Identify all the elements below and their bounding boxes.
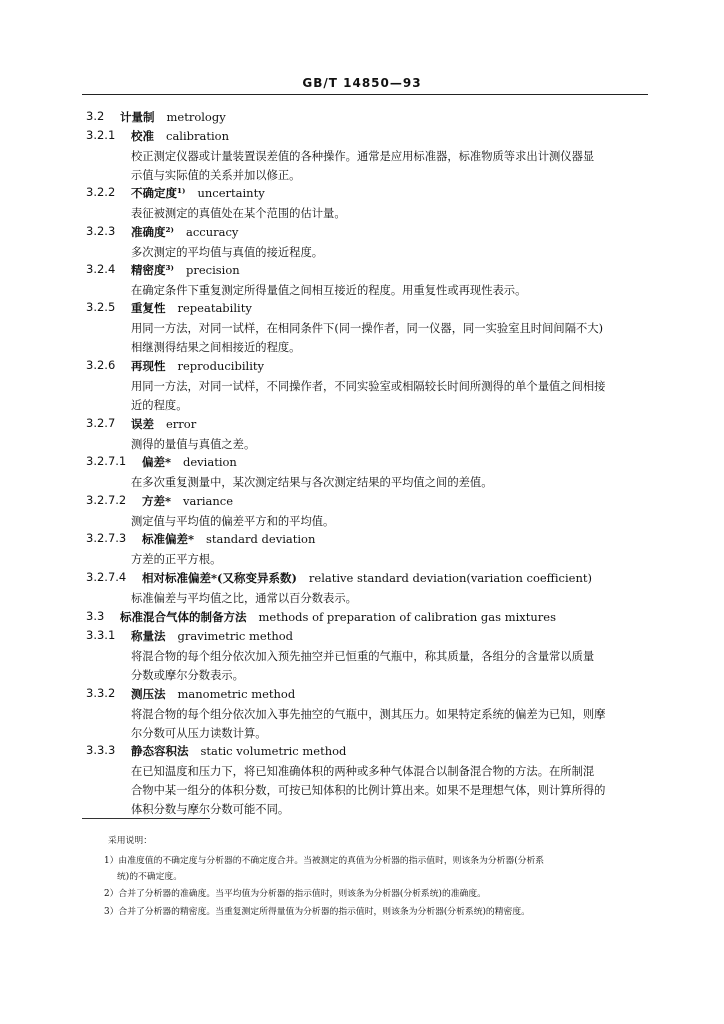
- section-number: 3.3: [86, 609, 105, 623]
- term-english: relative standard deviation(variation coefficient): [308, 571, 592, 585]
- term-chinese: 不确定度¹⁾: [131, 186, 186, 200]
- term-heading: [142, 493, 233, 509]
- footnote-line: 采用说明：: [108, 836, 152, 846]
- definition-line: 将混合物的每个组分依次加入事先抽空的气瓶中，测其压力。如果特定系统的偏差为已知，则摩: [131, 708, 606, 721]
- term-chinese: 测压法: [131, 687, 166, 701]
- term-chinese: 相对标准偏差*(又称变异系数): [142, 571, 297, 585]
- definition-line: 在确定条件下重复测定所得量值之间相互接近的程度。用重复性或再现性表示。: [131, 284, 527, 297]
- definition-line: 表征被测定的真值处在某个范围的估计量。: [131, 207, 346, 220]
- footnote-line: 3）合并了分析器的精密度。当重复测定所得量值为分析器的指示值时，则该条为分析器(分析系统)的精密度。: [104, 907, 530, 917]
- definition-line: 多次测定的平均值与真值的接近程度。: [131, 246, 324, 259]
- section-number: 3.2.6: [86, 358, 116, 372]
- section-number: 3.2.1: [86, 128, 116, 142]
- term-heading: [131, 358, 264, 374]
- section-number: 3.2.2: [86, 185, 116, 199]
- definition-line: 合物中某一组分的体积分数，可按已知体积的比例计算出来。如果不是理想气体，则计算所得的: [131, 784, 606, 797]
- section-number: 3.2.7.4: [86, 570, 127, 584]
- term-heading: [120, 609, 556, 625]
- header-rule: [82, 94, 648, 95]
- term-english: manometric method: [177, 687, 296, 701]
- section-number: 3.2.7.3: [86, 531, 127, 545]
- term-heading: [131, 686, 295, 702]
- section-number: 3.2: [86, 109, 105, 123]
- term-english: reproducibility: [177, 359, 264, 373]
- term-heading: [142, 454, 237, 470]
- section-number: 3.2.7.2: [86, 493, 127, 507]
- page-header: GB/T 14850—93: [302, 76, 422, 90]
- term-chinese: 标准偏差*: [142, 532, 195, 546]
- term-english: uncertainty: [197, 186, 265, 200]
- definition-line: 测得的量值与真值之差。: [131, 438, 256, 451]
- term-heading: [131, 224, 238, 240]
- term-heading: [142, 570, 592, 586]
- footnote-line: 1）由准度值的不确定度与分析器的不确定度合并。当被测定的真值为分析器的指示值时，则该条为分析器(分析系: [104, 856, 545, 866]
- term-english: repeatability: [177, 301, 252, 315]
- term-heading: [142, 531, 315, 547]
- term-chinese: 静态容积法: [131, 744, 189, 758]
- definition-line: 尔分数可从压力读数计算。: [131, 727, 267, 740]
- section-number: 3.3.3: [86, 743, 116, 757]
- term-chinese: 校准: [131, 129, 154, 143]
- definition-line: 校正测定仪器或计量装置误差值的各种操作。通常是应用标准器，标准物质等求出计测仪器显: [131, 150, 595, 163]
- definition-line: 方差的正平方根。: [131, 553, 222, 566]
- term-english: gravimetric method: [177, 629, 294, 643]
- term-english: variance: [183, 494, 234, 508]
- term-chinese: 计量制: [120, 110, 155, 124]
- term-heading: [131, 628, 293, 644]
- term-english: precision: [185, 263, 240, 277]
- term-chinese: 误差: [131, 417, 154, 431]
- term-heading: [131, 743, 346, 759]
- section-number: 3.2.3: [86, 224, 116, 238]
- definition-line: 标准偏差与平均值之比，通常以百分数表示。: [131, 592, 357, 605]
- term-chinese: 标准混合气体的制备方法: [120, 610, 247, 624]
- definition-line: 测定值与平均值的偏差平方和的平均值。: [131, 515, 335, 528]
- term-english: deviation: [183, 455, 237, 469]
- definition-line: 体积分数与摩尔分数可能不同。: [131, 803, 290, 816]
- section-number: 3.3.2: [86, 686, 116, 700]
- footnote-line: 2）合并了分析器的准确度。当平均值为分析器的指示值时，则该条为分析器(分析系统)的准确度。: [104, 889, 486, 899]
- term-heading: [120, 109, 226, 125]
- term-chinese: 精密度³⁾: [131, 263, 174, 277]
- section-number: 3.2.7.1: [86, 454, 127, 468]
- term-chinese: 重复性: [131, 301, 166, 315]
- term-english: calibration: [166, 129, 229, 143]
- definition-line: 用同一方法，对同一试样，不同操作者，不同实验室或相隔较长时间所测得的单个量值之间相接: [131, 380, 606, 393]
- term-chinese: 方差*: [142, 494, 172, 508]
- term-english: metrology: [166, 110, 226, 124]
- footnote-line: 统)的不确定度。: [117, 872, 183, 882]
- term-heading: [131, 128, 229, 144]
- term-heading: [131, 416, 196, 432]
- definition-line: 在多次重复测量中，某次测定结果与各次测定结果的平均值之间的差值。: [131, 476, 493, 489]
- section-number: 3.3.1: [86, 628, 116, 642]
- term-heading: [131, 185, 265, 201]
- definition-line: 在已知温度和压力下，将已知准确体积的两种或多种气体混合以制备混合物的方法。在所制混: [131, 765, 595, 778]
- term-chinese: 准确度²⁾: [131, 225, 174, 239]
- definition-line: 相继测得结果之间相接近的程度。: [131, 341, 301, 354]
- term-english: static volumetric method: [200, 744, 347, 758]
- term-english: accuracy: [185, 225, 239, 239]
- term-english: error: [166, 417, 197, 431]
- term-heading: [131, 300, 252, 316]
- section-number: 3.2.7: [86, 416, 116, 430]
- term-chinese: 偏差*: [142, 455, 172, 469]
- definition-line: 近的程度。: [131, 399, 188, 412]
- definition-line: 将混合物的每个组分依次加入预先抽空并已恒重的气瓶中，称其质量，各组分的含量常以质量: [131, 650, 595, 663]
- term-english: methods of preparation of calibration gas mixtures: [258, 610, 557, 624]
- term-chinese: 再现性: [131, 359, 166, 373]
- definition-line: 分数或摩尔分数表示。: [131, 669, 244, 682]
- section-number: 3.2.5: [86, 300, 116, 314]
- section-number: 3.2.4: [86, 262, 116, 276]
- footnote-rule: [82, 818, 210, 819]
- term-chinese: 称量法: [131, 629, 166, 643]
- definition-line: 示值与实际值的关系并加以修正。: [131, 169, 301, 182]
- term-english: standard deviation: [206, 532, 316, 546]
- definition-line: 用同一方法，对同一试样，在相同条件下(同一操作者，同一仪器，同一实验室且时间间隔不大): [131, 322, 603, 335]
- term-heading: [131, 262, 240, 278]
